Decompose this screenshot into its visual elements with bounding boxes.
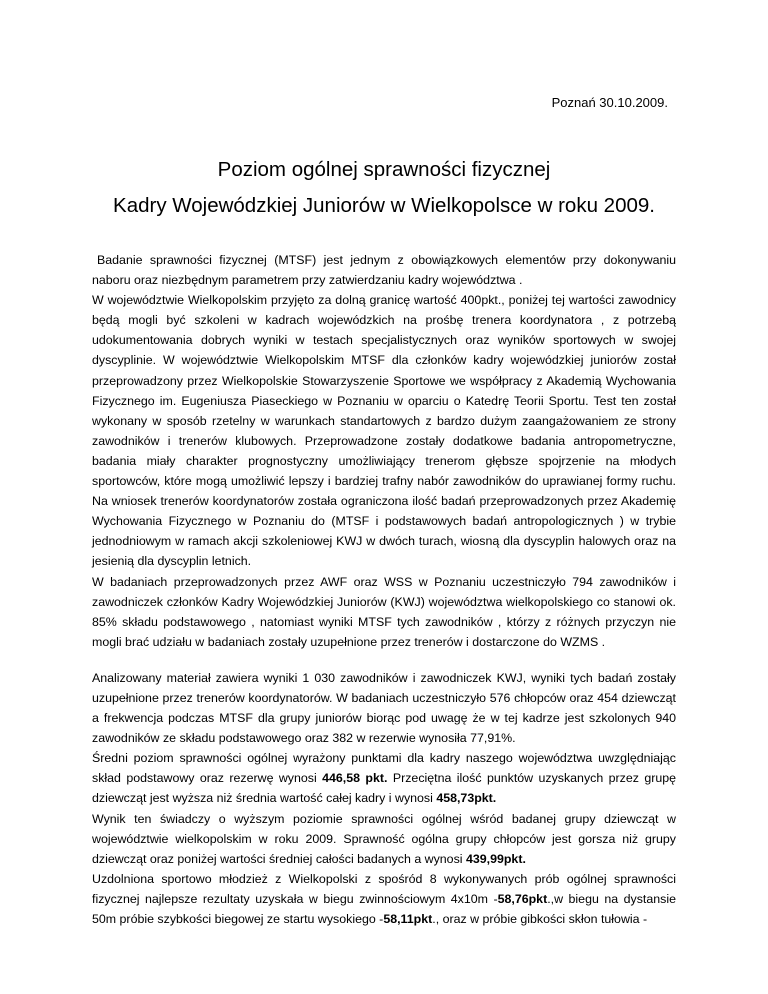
best-results-text-2: .,w biegu na dystansie 50m próbie szybkości biegowej ze startu wysokiego - <box>92 891 677 926</box>
paragraph-participants: W badaniach przeprowadzonych przez AWF oraz WSS w Poznaniu uczestniczyło 794 zawodników i zawodniczek członków Kadry Wojewódzkiej Juniorów (KWJ) województwa wielkopolskiego co stanowi ok. 85% składu podstawowego , natomiast wyniki MTSF tych zawodników , którzy z różnych przyczyn nie mogli brać udziału w badaniach zostały uzupełnione przez trenerów i dostarczone do WZMS . <box>92 574 676 649</box>
paragraph-threshold: W województwie Wielkopolskim przyjęto za dolną granicę wartość 400pkt., poniżej tej wartości zawodnicy będą mogli być szkoleni w kadrach wojewódzkich na prośbę trenera koordynatora , z potrzebą udokumentowania dobrych wyniki w testach specjalistycznych oraz wyników sportowych w swojej dyscyplinie. W województwie Wielkopolskim MTSF dla członków kadry wojewódzkiej juniorów został przeprowadzony przez Wielkopolskie Stowarzyszenie Sportowe we współpracy z Akademią Wychowania Fizycznego im. Eugeniusza Piaseckiego w Poznaniu w oparciu o Katedrę Teorii Sportu. Test ten został wykonany w sposób rzetelny w warunkach standartowych z bardzo dużym zaangażowaniem ze strony zawodników i trenerów klubowych. Przeprowadzone zostały dodatkowe badania antropometryczne, badania miały charakter prognostyczny umożliwiający trenerom głębsze spojrzenie na młodych sportowców, które mogą umożliwić lepszy i bardziej trafny nabór zawodników do uprawianej formy ruchu. Na wniosek trenerów koordynatorów została ograniczona ilość badań przeprowadzonych przez Akademię Wychowania Fizycznego w Poznaniu do (MTSF i podstawowych badań antropologicznych ) w trybie jednodniowym w ramach akcji szkoleniowej KWJ w dwóch turach, wiosną dla dyscyplin halowych oraz na jesienią dla dyscyplin letnich. <box>92 293 676 569</box>
document-body <box>92 250 676 929</box>
best-results-text-1: Uzdolniona sportowo młodzież z Wielkopolski z spośród 8 wykonywanych prób ogólnej sprawności fizycznej najlepsze rezultaty uzyskała w biegu zwinnościowym 4x10m - <box>92 871 676 906</box>
sprint-score: 58,11pkt <box>383 912 433 926</box>
average-girls-value: 458,73pkt. <box>436 791 497 806</box>
average-boys-value: 439,99pkt. <box>465 851 526 866</box>
best-results-text-3: ., oraz w próbie gibkości skłon tułowia - <box>432 912 648 926</box>
average-text-1: Średni poziom sprawności ogólnej wyrażony punktami dla kadry naszego województwa uwzględniając skład podstawowy oraz rezerwę wynosi <box>92 751 676 786</box>
paragraph-analysis: Analizowany materiał zawiera wyniki 1 030 zawodników i zawodniczek KWJ, wyniki tych badań zostały uzupełnione przez trenerów koordynatorów. W badaniach uczestniczyło 576 chłopców oraz 454 dziewcząt a frekwencja podczas MTSF dla grupy juniorów biorąc pod uwagę że w tej kadrze jest szkolonych 940 zawodników ze składu podstawowego oraz 382 w rezerwie wynosiła 77,91%. <box>92 670 676 746</box>
paragraph-intro: Badanie sprawności fizycznej (MTSF) jest jednym z obowiązkowych elementów przy dokonywaniu naboru oraz niezbędnym parametrem przy zatwierdzaniu kadry województwa . <box>92 253 676 288</box>
average-total-value: 446,58 pkt. <box>322 771 388 786</box>
paragraph-boys <box>92 809 676 869</box>
average-text-2: Przeciętna ilość punktów uzyskanych przez grupę dziewcząt jest wyższa niż średnia wartość całej kadry i wynosi <box>92 771 677 806</box>
boys-text: Wynik ten świadczy o wyższym poziomie sprawności ogólnej wśród badanej grupy dziewcząt w województwie wielkopolskim w roku 2009. Sprawność ogólna grupy chłopców jest gorsza niż grupy dziewcząt oraz poniżej wartości średniej całości badanych a wynosi <box>92 811 676 866</box>
document-title-line-1: Poziom ogólnej sprawności fizycznej <box>217 158 551 181</box>
paragraph-average <box>92 748 676 808</box>
document-title-line-2: Kadry Wojewódzkiej Juniorów w Wielkopolsce w roku 2009. <box>113 194 655 217</box>
agility-run-score: 58,76pkt <box>497 891 548 906</box>
paragraph-best-results <box>92 869 676 929</box>
document-date: Poznań 30.10.2009. <box>551 95 668 110</box>
